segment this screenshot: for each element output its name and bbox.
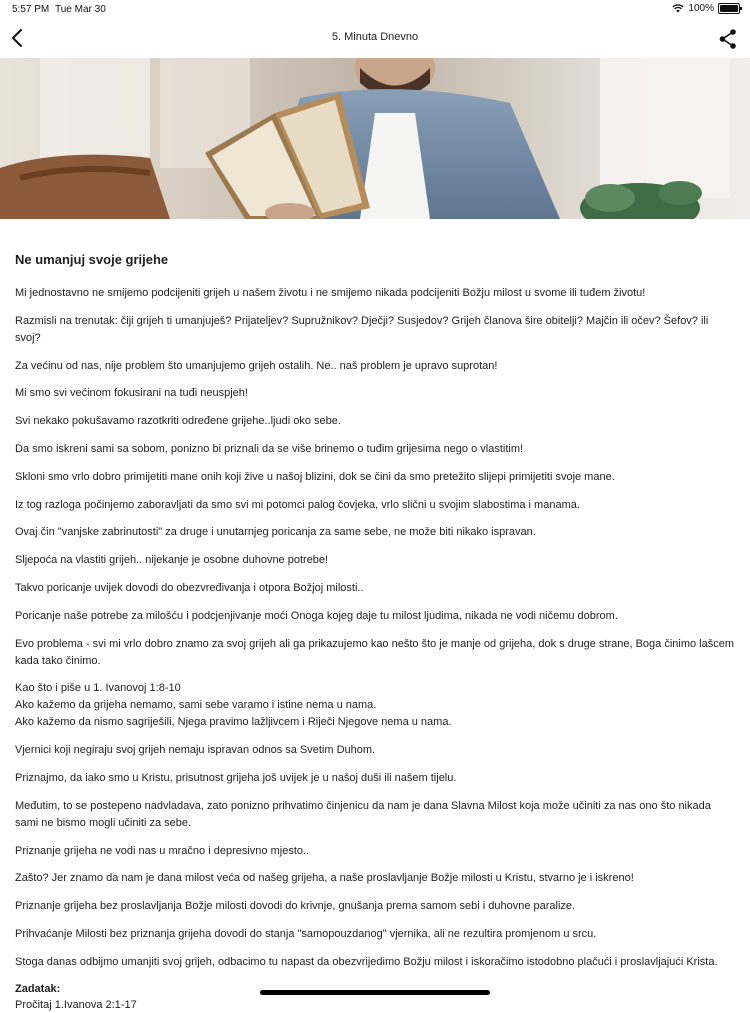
status-time: 5:57 PM bbox=[12, 4, 50, 15]
status-date: Tue Mar 30 bbox=[55, 4, 106, 15]
hero-image bbox=[0, 58, 750, 219]
home-indicator[interactable] bbox=[260, 990, 490, 995]
paragraph: Iz tog razloga počinjemo zaboravljati da smo svi mi potomci palog čovjeka, vrlo slični u svojim slabostima i manama. bbox=[15, 498, 580, 511]
bible-quote bbox=[15, 680, 737, 731]
nav-bar bbox=[0, 20, 750, 58]
paragraph: Prihvaćanje Milosti bez priznanja grijeha dovodi do stanja "samopouzdanog" vjernika, ali ne rezultira promjenom u srcu. bbox=[15, 927, 597, 940]
man-reading-book-illustration bbox=[0, 58, 750, 219]
paragraph: Zašto? Jer znamo da nam je dana milost veća od našeg grijeha, a naše proslavljanje Božje milosti u Kristu, stvarno je i iskreno! bbox=[15, 872, 634, 885]
paragraph: Evo problema - svi mi vrlo dobro znamo za svoj grijeh ali ga prikazujemo kao nešto što je manje od grijeha, dok s druge strane, Boga činimo lašcem kada tako činimo. bbox=[15, 637, 735, 667]
paragraph: Sljepoća na vlastiti grijeh.. nijekanje je osobne duhovne potrebe! bbox=[15, 554, 329, 567]
paragraph: Priznanje grijeha ne vodi nas u mračno i depresivno mjesto.. bbox=[15, 844, 310, 857]
battery-icon bbox=[718, 3, 740, 14]
status-right bbox=[672, 3, 740, 14]
paragraph: Mi jednostavno ne smijemo podcijeniti grijeh u našem životu i ne smijemo nikada podcijeniti Božju milost u svome ili tuđem životu! bbox=[15, 287, 646, 299]
status-bar bbox=[0, 0, 750, 20]
paragraph: Razmisli na trenutak: čiji grijeh ti umanjuješ? Prijateljev? Supružnikov? Dječji? Susjedov? Grijeh članova šire obitelji? Majčin ili očev? Šefov? ili svoj? bbox=[15, 314, 709, 344]
paragraph: Da smo iskreni sami sa sobom, ponizno bi priznali da se više brinemo o tuđim grijesima nego o vlastitim! bbox=[15, 442, 524, 455]
paragraph: Priznajmo, da iako smo u Kristu, prisutnost grijeha još uvijek je u našoj duši ili našem tijelu. bbox=[15, 771, 457, 784]
paragraph: Skloni smo vrlo dobro primijetiti mane onih koji žive u našoj blizini, dok se čini da smo pretežito slijepi primijetiti svoje mane. bbox=[15, 470, 615, 483]
quote-line: Ako kažemo da nismo sagriješili, Njega pravimo lažljivcem i Riječi Njegove nema u nama. bbox=[15, 716, 452, 729]
battery-percent: 100% bbox=[688, 3, 714, 14]
quote-line: Ako kažemo da grijeha nemamo, sami sebe varamo i istine nema u nama. bbox=[15, 699, 377, 712]
paragraph: Ovaj čin "vanjske zabrinutosti" za druge i unutarnjeg poricanja za same sebe, ne može biti nikako ispravan. bbox=[15, 526, 536, 539]
page-title: 5. Minuta Dnevno bbox=[331, 31, 419, 43]
paragraph: Za većinu od nas, nije problem što umanjujemo grijeh ostalih. Ne.. naš problem je upravo suprotan! bbox=[15, 359, 498, 372]
article-title: Ne umanjuj svoje grijehe bbox=[15, 252, 169, 267]
wifi-icon bbox=[672, 4, 684, 13]
paragraph: Međutim, to se postepeno nadvladava, zato ponizno prihvatimo činjenicu da nam je dana Slavna Milost koja može učiniti za nas ono što nikada sami ne bismo mogli učiniti za sebe. bbox=[15, 799, 711, 829]
paragraph: Priznanje grijeha bez proslavljanja Božje milosti dovodi do krivnje, gnušanja prema samom sebi i duhovne paralize. bbox=[15, 900, 576, 913]
paragraph: Mi smo svi većinom fokusirani na tuđi neuspjeh! bbox=[15, 387, 248, 400]
paragraph: Poricanje naše potrebe za milošću i podcjenjivanje moći Onoga kojeg daje tu milost ljudima, nikada ne vodi ničemu dobrom. bbox=[15, 609, 618, 622]
paragraph: Svi nekako pokušavamo razotkriti određene grijehe..ljudi oko sebe. bbox=[15, 415, 341, 428]
article-content bbox=[15, 251, 737, 1013]
paragraph: Takvo poricanje uvijek dovodi do obezvređivanja i otpora Božjoj milosti.. bbox=[15, 581, 364, 594]
quote-line: Kao što i piše u 1. Ivanovoj 1:8-10 bbox=[15, 682, 181, 695]
task-text: Pročitaj 1.Ivanova 2:1-17 bbox=[15, 998, 137, 1011]
share-icon[interactable] bbox=[718, 28, 738, 50]
task-title: Zadatak: bbox=[15, 982, 61, 995]
paragraph: Vjernici koji negiraju svoj grijeh nemaju ispravan odnos sa Svetim Duhom. bbox=[15, 744, 376, 757]
paragraph: Stoga danas odbijmo umanjiti svoj grijeh, odbacimo tu napast da obezvrijedimo Božju milost i iskoračimo istodobno plačući i proslavljajući Krista. bbox=[15, 955, 718, 968]
